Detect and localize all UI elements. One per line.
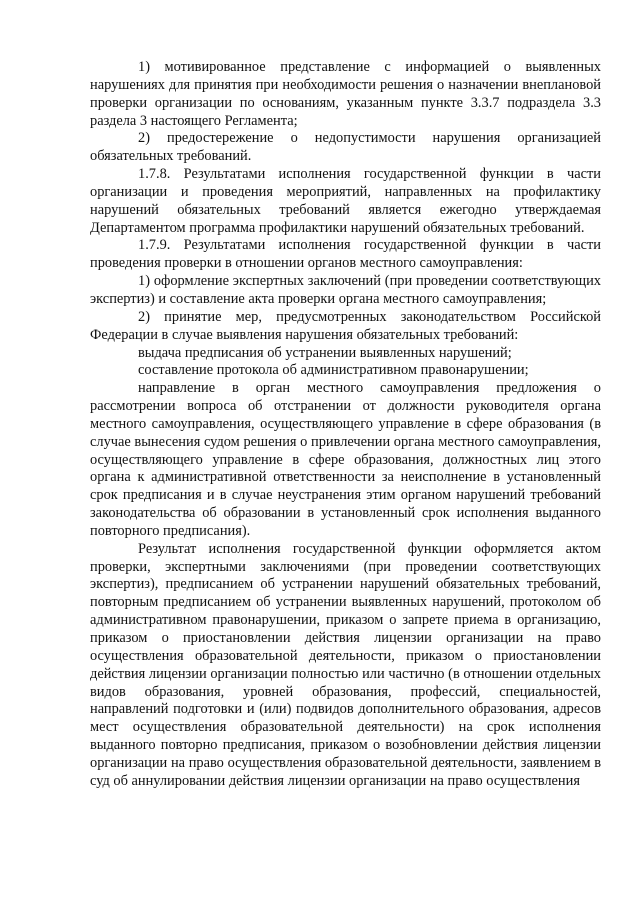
paragraph-item-1-motivated-submission: 1) мотивированное представление с информацией о выявленных нарушениях для принятия при необходимости решения о назначении внеплановой проверки организации по основаниям, указанным пункте 3.3.7 подраздела 3.3 раздела 3 настоящего Регламента; bbox=[90, 59, 601, 129]
paragraph-item-1-expert-conclusions: 1) оформление экспертных заключений (при проведении соответствующих экспертиз) и составление акта проверки органа местного самоуправления; bbox=[90, 273, 601, 307]
paragraph-1-7-8: 1.7.8. Результатами исполнения государственной функции в части организации и проведения мероприятий, направленных на профилактику нарушений обязательных требований является ежегодно утверждаемая Департаментом программа профилактики нарушений обязательных требований. bbox=[90, 166, 601, 236]
paragraph-proposal: направление в орган местного самоуправления предложения о рассмотрении вопроса об отстранении от должности руководителя органа местного самоуправления, осуществляющего управление в сфере образования (в случае вынесения судом решения о привлечении органа местного самоуправления, осуществляющего управление в сфере образования, должностных лиц этого органа к административной ответственности за неисполнение в установленный срок предписания и в случае неустранения этим органом нарушений требований законодательства об образовании в установленный срок исполнения выданного повторного предписания). bbox=[90, 380, 601, 539]
paragraph-result-documentation: Результат исполнения государственной функции оформляется актом проверки, экспертными заключениями (при проведении соответствующих экспертиз), предписанием об устранении нарушений обязательных требований, повторным предписанием об устранении выявленных нарушений, протоколом об административном правонарушении, приказом о запрете приема в организацию, приказом о приостановлении действия лицензии организации на право осуществления образовательной деятельности, приказом о приостановлении действия лицензии организации полностью или частично (в отношении отдельных видов образования, уровней образования, профессий, специальностей, направлений подготовки и (или) подвидов дополнительного образования, адресов мест осуществления образовательной деятельности) на срок исполнения выданного повторно предписания, приказом о возобновлении действия лицензии организации на право осуществления образовательной деятельности, заявлением в суд об аннулировании действия лицензии организации на право осуществления bbox=[90, 540, 601, 789]
paragraph-item-2-measures: 2) принятие мер, предусмотренных законодательством Российской Федерации в случае выявления нарушения обязательных требований: bbox=[90, 308, 601, 343]
document-body bbox=[90, 59, 601, 791]
paragraph-issue-order: выдача предписания об устранении выявленных нарушений; bbox=[138, 344, 512, 361]
paragraph-1-7-9: 1.7.9. Результатами исполнения государственной функции в части проведения проверки в отношении органов местного самоуправления: bbox=[90, 237, 601, 272]
paragraph-item-2-warning: 2) предостережение о недопустимости нарушения организацией обязательных требований. bbox=[90, 130, 601, 165]
paragraph-protocol: составление протокола об административном правонарушении; bbox=[138, 362, 529, 379]
